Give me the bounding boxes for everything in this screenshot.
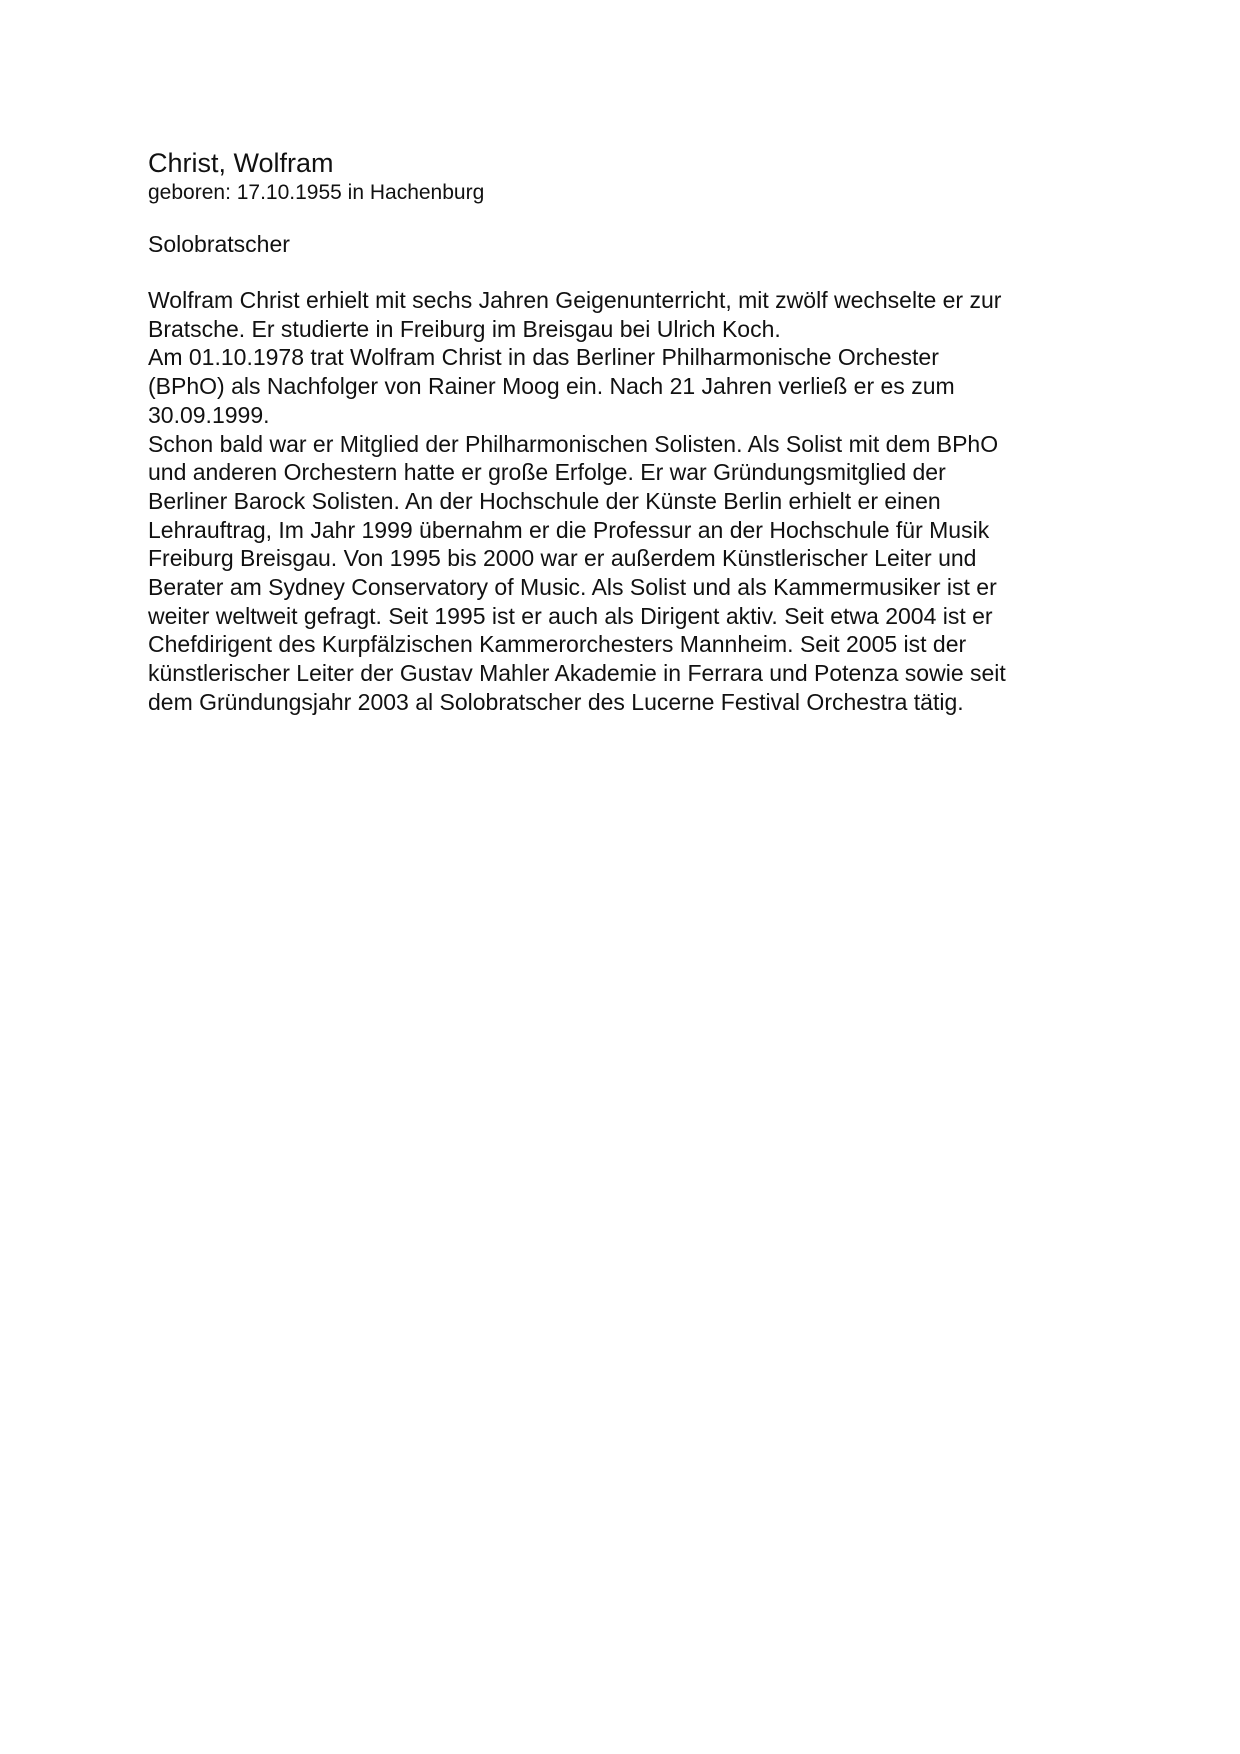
biography — [148, 286, 1108, 717]
bio-line: und anderen Orchestern hatte er große Erfolge. Er war Gründungsmitglied der — [148, 459, 946, 486]
bio-line: 30.09.1999. — [148, 401, 270, 428]
role-title: Solobratscher — [148, 231, 290, 257]
bio-line: weiter weltweit gefragt. Seit 1995 ist er auch als Dirigent aktiv. Seit etwa 2004 ist er — [148, 602, 993, 629]
bio-line: Wolfram Christ erhielt mit sechs Jahren Geigenunterricht, mit zwölf wechselte er zur — [148, 287, 1002, 313]
bio-line: (BPhO) als Nachfolger von Rainer Moog ein. Nach 21 Jahren verließ er es zum — [148, 373, 955, 400]
bio-line: Lehrauftrag, Im Jahr 1999 übernahm er die Professur an der Hochschule für Musik — [148, 516, 990, 543]
bio-line: Chefdirigent des Kurpfälzischen Kammerorchesters Mannheim. Seit 2005 ist der — [148, 631, 967, 658]
bio-line: Bratsche. Er studierte in Freiburg im Breisgau bei Ulrich Koch. — [148, 315, 781, 342]
birth-info: geboren: 17.10.1955 in Hachenburg — [148, 181, 485, 204]
bio-line: dem Gründungsjahr 2003 al Solobratscher des Lucerne Festival Orchestra tätig. — [148, 688, 964, 715]
bio-line: künstlerischer Leiter der Gustav Mahler Akademie in Ferrara und Potenza sowie seit — [148, 660, 1006, 687]
bio-line: Berater am Sydney Conservatory of Music. Als Solist und als Kammermusiker ist er — [148, 574, 997, 601]
bio-line: Berliner Barock Solisten. An der Hochschule der Künste Berlin erhielt er einen — [148, 487, 941, 514]
bio-line: Schon bald war er Mitglied der Philharmonischen Solisten. Als Solist mit dem BPhO — [148, 430, 999, 457]
bio-line: Freiburg Breisgau. Von 1995 bis 2000 war er außerdem Künstlerischer Leiter und — [148, 545, 977, 572]
document-page — [148, 146, 1108, 717]
bio-line: Am 01.10.1978 trat Wolfram Christ in das Berliner Philharmonische Orchester — [148, 344, 939, 371]
person-name: Christ, Wolfram — [148, 148, 334, 178]
